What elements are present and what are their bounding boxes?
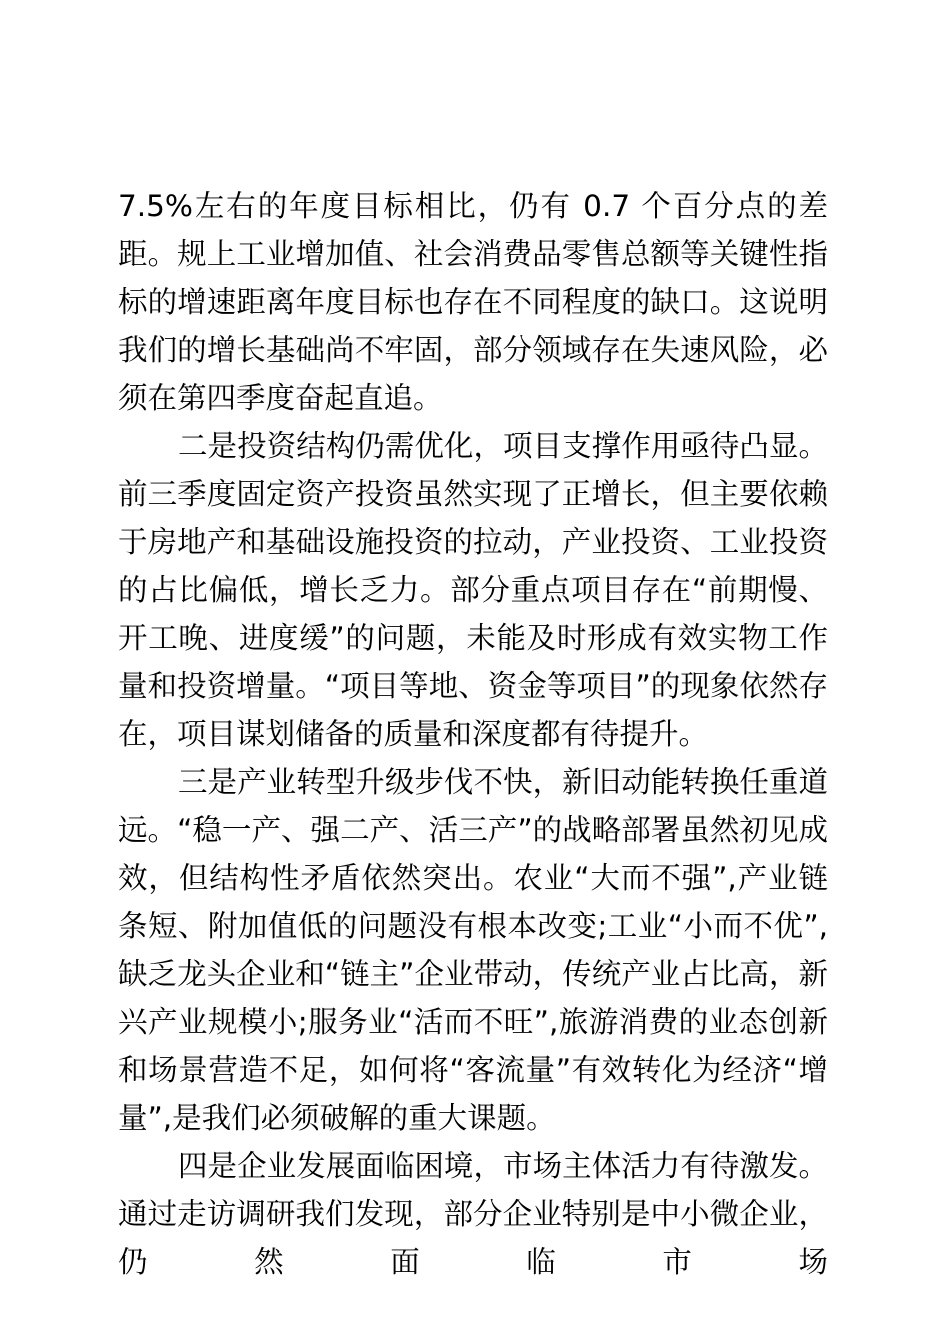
paragraph-continued-growth-base: 7.5%左右的年度目标相比，仍有 0.7 个百分点的差距。规上工业增加值、社会消费品零售总额等关键性指标的增速距离年度目标也存在不同程度的缺口。这说明我们的增长基础尚不牢固，部分领域存在失速风险，必须在第四季度奋起直追。	[118, 189, 828, 415]
document-text-column	[118, 182, 828, 1286]
paragraph-two-investment-structure: 二是投资结构仍需优化，项目支撑作用亟待凸显。前三季度固定资产投资虽然实现了正增长，但主要依赖于房地产和基础设施投资的拉动，产业投资、工业投资的占比偏低，增长乏力。部分重点项目存在“前期慢、开工晚、进度缓”的问题，未能及时形成有效实物工作量和投资增量。“项目等地、资金等项目”的现象依然存在，项目谋划储备的质量和深度都有待提升。	[118, 429, 828, 751]
paragraph-three-industry-transformation: 三是产业转型升级步伐不快，新旧动能转换任重道远。“稳一产、强二产、活三产”的战略部署虽然初见成效，但结构性矛盾依然突出。农业“大而不强”,产业链条短、附加值低的问题没有根本改变;工业“小而不优”,缺乏龙头企业和“链主”企业带动，传统产业占比高，新兴产业规模小;服务业“活而不旺”,旅游消费的业态创新和场景营造不足，如何将“客流量”有效转化为经济“增量”,是我们必须破解的重大课题。	[118, 765, 828, 1135]
paragraph-four-enterprise-difficulties: 四是企业发展面临困境，市场主体活力有待激发。通过走访调研我们发现，部分企业特别是中小微企业，仍然面临市场	[118, 1149, 828, 1279]
